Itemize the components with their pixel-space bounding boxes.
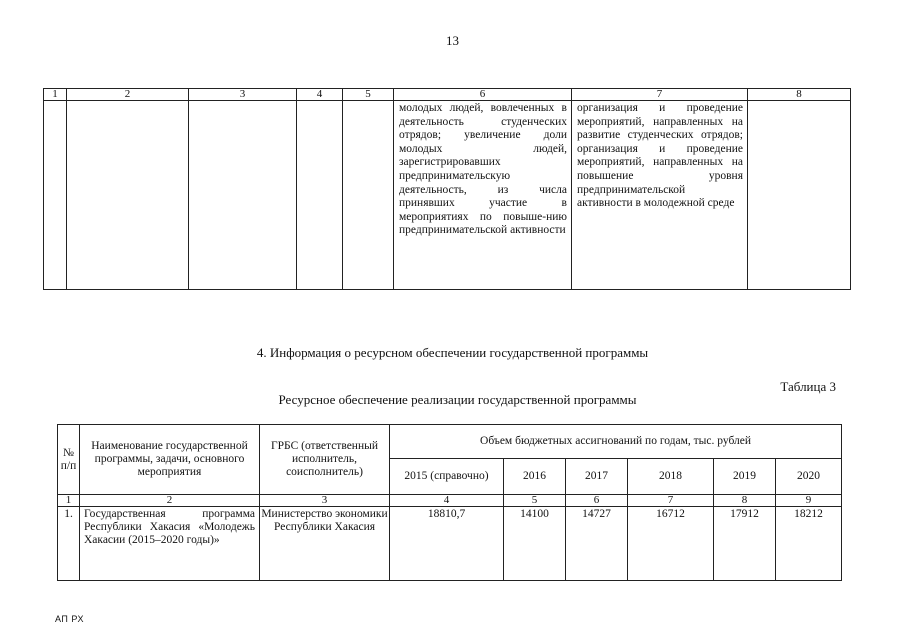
header-year: 2019: [714, 459, 776, 495]
table-cell: [572, 101, 748, 290]
table-header-row: [44, 89, 851, 101]
section-title: 4. Информация о ресурсном обеспечении государственной программы: [256, 345, 649, 360]
header-year: 2015 (справочно): [390, 459, 504, 495]
table-label: Таблица 3: [780, 379, 836, 394]
table-cell: [394, 101, 572, 290]
table-cell: [343, 101, 394, 290]
table-subtitle: Ресурсное обеспечение реализации государственной программы: [278, 392, 637, 407]
column-number: 8: [714, 495, 776, 507]
column-number: 3: [260, 495, 390, 507]
column-number: 1: [44, 89, 67, 101]
footer-mark: АП РХ: [55, 614, 84, 624]
column-number: 7: [628, 495, 714, 507]
budget-value: 18810,7: [390, 507, 504, 581]
column-number: 9: [776, 495, 842, 507]
indicator-text: молодых людей, вовлеченных в деятельность студенческих отрядов; увеличение доли молодых людей, зарегистрировавших предпринимательскую деятельность, из числа принявших участие в мероприятиях по повыше-нию предпринимательской активности: [399, 102, 567, 237]
header-num: № п/п: [58, 425, 80, 495]
column-number: 4: [390, 495, 504, 507]
budget-value: 14100: [504, 507, 566, 581]
header-year: 2018: [628, 459, 714, 495]
table-row: [58, 507, 842, 581]
table-header-row: [58, 425, 842, 459]
table-cell: [67, 101, 189, 290]
continuation-table: [43, 88, 851, 290]
activities-text: организация и проведение мероприятий, направленных на развитие студенческих отрядов; организация и проведение мероприятий, направленных на повышение уровня предпринимательской активности в молодежной среде: [577, 102, 743, 210]
header-budget: Объем бюджетных ассигнований по годам, тыс. рублей: [390, 425, 842, 459]
column-number: 4: [297, 89, 343, 101]
column-number: 5: [504, 495, 566, 507]
budget-value: 18212: [776, 507, 842, 581]
column-number-row: [58, 495, 842, 507]
responsible-executor: Министерство экономики Республики Хакасия: [260, 507, 390, 581]
column-number: 2: [80, 495, 260, 507]
column-number: 3: [189, 89, 297, 101]
header-name: Наименование государственной программы, задачи, основного мероприятия: [80, 425, 260, 495]
page-number: 13: [446, 33, 459, 48]
program-name: Государственная программа Республики Хакасия «Молодежь Хакасии (2015–2020 годы)»: [80, 507, 260, 581]
column-number: 1: [58, 495, 80, 507]
header-year: 2017: [566, 459, 628, 495]
budget-value: 16712: [628, 507, 714, 581]
table-row: [44, 101, 851, 290]
column-number: 8: [748, 89, 851, 101]
header-year: 2020: [776, 459, 842, 495]
column-number: 6: [566, 495, 628, 507]
budget-value: 14727: [566, 507, 628, 581]
budget-value: 17912: [714, 507, 776, 581]
table-cell: [748, 101, 851, 290]
table-cell: [44, 101, 67, 290]
row-number: 1.: [58, 507, 80, 581]
header-grbs: ГРБС (ответственный исполнитель, соисполнитель): [260, 425, 390, 495]
table-cell: [297, 101, 343, 290]
table-cell: [189, 101, 297, 290]
header-year: 2016: [504, 459, 566, 495]
resource-table: [57, 424, 842, 581]
column-number: 5: [343, 89, 394, 101]
column-number: 2: [67, 89, 189, 101]
column-number: 6: [394, 89, 572, 101]
column-number: 7: [572, 89, 748, 101]
